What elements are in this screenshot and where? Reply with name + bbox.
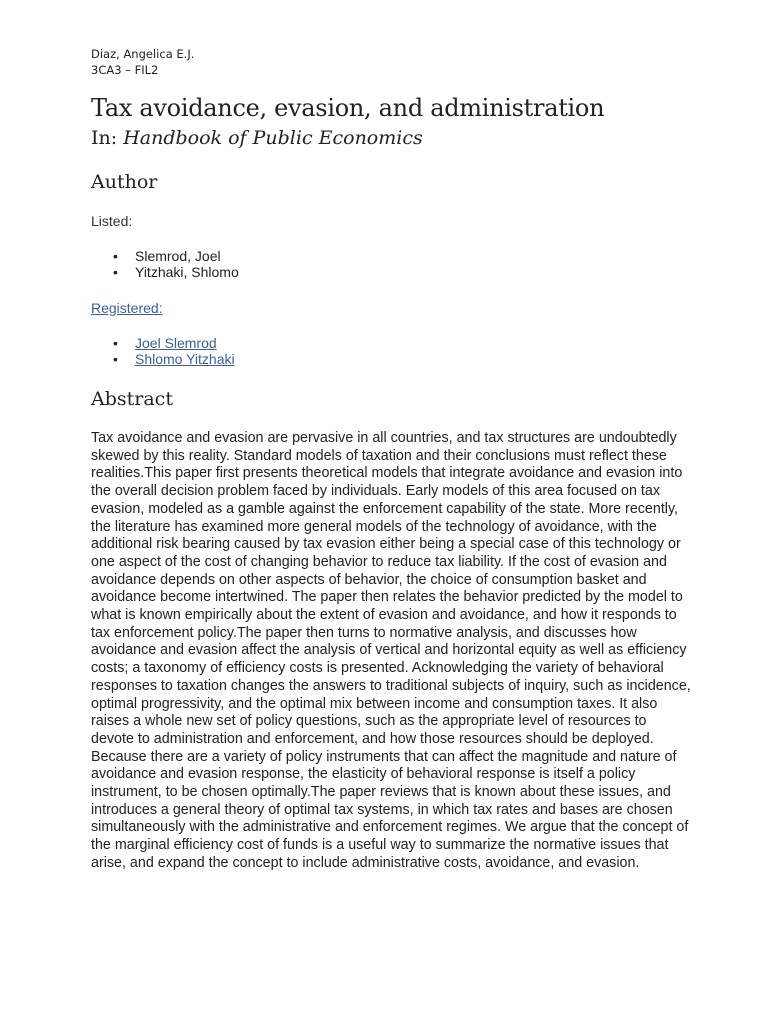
student-section: 3CA3 – FIL2 bbox=[91, 63, 159, 77]
bullet-icon: • bbox=[113, 248, 118, 264]
in-label: In: bbox=[91, 127, 118, 149]
registered-authors-list bbox=[91, 335, 235, 367]
document-title: Tax avoidance, evasion, and administration bbox=[91, 94, 605, 122]
list-item bbox=[91, 248, 239, 264]
registered-author-link-shlomo-yitzhaki[interactable]: Shlomo Yitzhaki bbox=[135, 351, 235, 367]
listed-label: Listed: bbox=[91, 213, 133, 229]
bullet-icon: • bbox=[113, 351, 118, 367]
student-name: Diaz, Angelica E.J. bbox=[91, 47, 195, 61]
book-title: Handbook of Public Economics bbox=[123, 127, 423, 149]
listed-author-name: Slemrod, Joel bbox=[135, 248, 221, 264]
bullet-icon: • bbox=[113, 264, 118, 280]
registered-link[interactable]: Registered: bbox=[91, 300, 163, 316]
bullet-icon: • bbox=[113, 335, 118, 351]
author-heading: Author bbox=[91, 171, 158, 193]
list-item[interactable] bbox=[91, 351, 235, 367]
listed-authors-list bbox=[91, 248, 239, 280]
document-source bbox=[91, 124, 423, 152]
list-item bbox=[91, 264, 239, 280]
abstract-heading: Abstract bbox=[91, 388, 173, 410]
abstract-text: Tax avoidance and evasion are pervasive in all countries, and tax structures are undoubtedly skewed by this reality. Standard models of taxation and their conclusions must reflect these realities.This paper first presents theoretical models that integrate avoidance and evasion into the overall decision problem faced by individuals. Early models of this area focused on tax evasion, modeled as a gamble against the enforcement capability of the state. More recently, the literature has examined more general models of the technology of avoidance, with the additional risk bearing caused by tax evasion either being a special case of this technology or one aspect of the cost of changing behavior to reduce tax liability. If the cost of evasion and avoidance depends on other aspects of behavior, the choice of consumption basket and avoidance become intertwined. The paper then relates the behavior predicted by the model to what is known empirically about the extent of evasion and avoidance, and how it responds to tax enforcement policy.The paper then turns to normative analysis, and discusses how avoidance and evasion affect the analysis of vertical and horizontal equity as well as efficiency costs; a taxonomy of efficiency costs is presented. Acknowledging the variety of behavioral responses to taxation changes the answers to traditional subjects of inquiry, such as incidence, optimal progressivity, and the optimal mix between income and consumption taxes. It also raises a whole new set of policy questions, such as the appropriate level of resources to devote to administration and enforcement, and how those resources should be deployed. Because there are a variety of policy instruments that can affect the magnitude and nature of avoidance and evasion response, the elasticity of behavioral response is itself a policy instrument, to be chosen optimally.The paper reviews that is known about these issues, and introduces a general theory of optimal tax systems, in which tax rates and bases are chosen simultaneously with the administrative and enforcement regimes. We argue that the concept of the marginal efficiency cost of funds is a useful way to summarize the normative issues that arise, and expand the concept to include administrative costs, avoidance, and evasion. bbox=[91, 430, 691, 871]
list-item[interactable] bbox=[91, 335, 235, 351]
listed-author-name: Yitzhaki, Shlomo bbox=[135, 264, 239, 280]
student-info bbox=[91, 46, 194, 78]
registered-author-link-joel-slemrod[interactable]: Joel Slemrod bbox=[135, 335, 217, 351]
